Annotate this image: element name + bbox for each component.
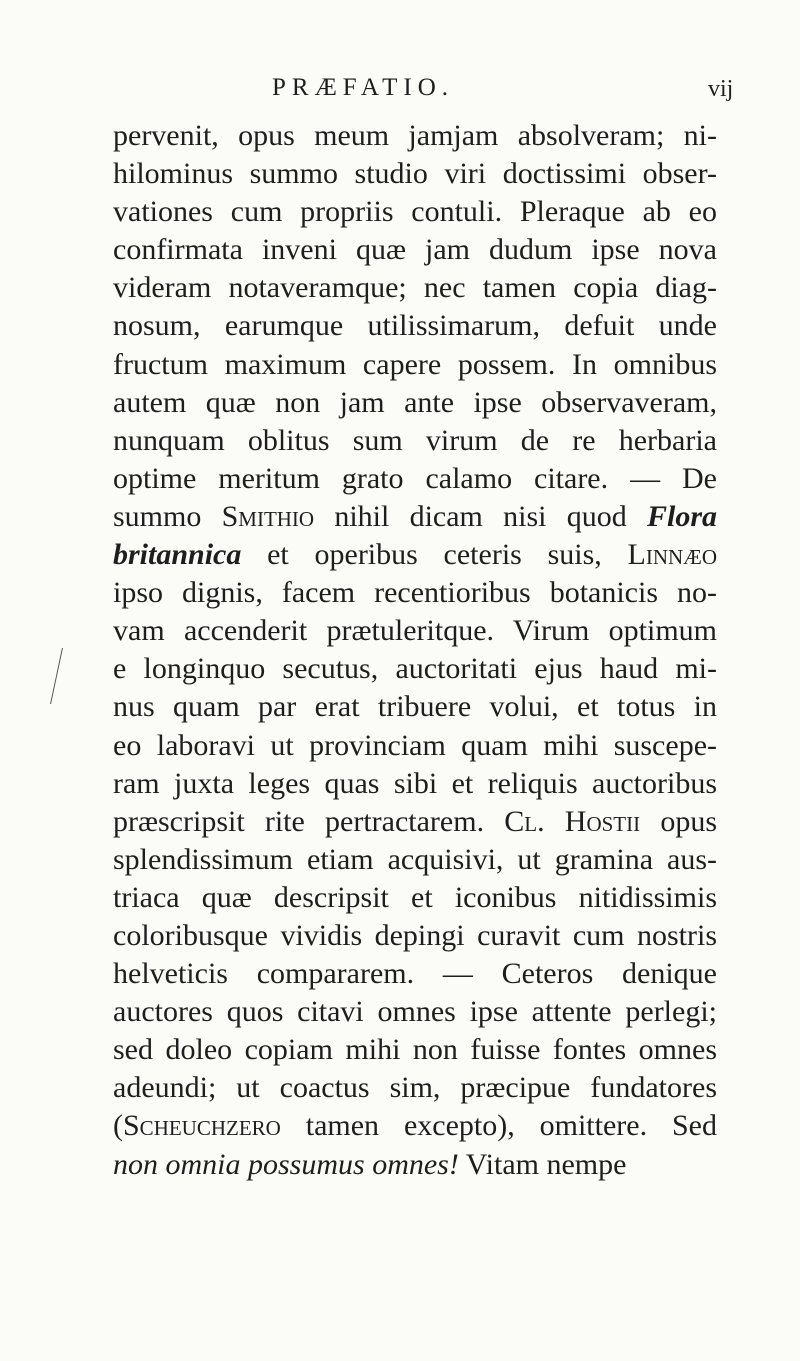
running-head: PRÆFATIO. bbox=[272, 74, 455, 101]
work-title-britannica: britannica bbox=[113, 538, 242, 572]
text-line: nosum, earumque utilissimarum, defuit unde bbox=[113, 309, 717, 343]
page-number: vij bbox=[708, 76, 734, 102]
text-line: pervenit, opus meum jamjam absolveram; ni- bbox=[113, 119, 717, 152]
text-line: triaca quæ descripsit et iconibus nitidissimis bbox=[113, 880, 717, 914]
text-line: confirmata inveni quæ jam dudum ipse nova bbox=[113, 233, 717, 267]
author-name-scheuchzero: Scheuchzero bbox=[123, 1109, 281, 1143]
body-text bbox=[113, 117, 717, 1184]
text-line: adeundi; ut coactus sim, præcipue fundatores bbox=[113, 1071, 717, 1105]
latin-quote: non omnia possumus omnes! bbox=[113, 1147, 459, 1181]
text-line: ipso dignis, facem recentioribus botanicis no- bbox=[113, 576, 717, 610]
margin-pencil-mark bbox=[50, 648, 69, 704]
text-line: optime meritum grato calamo citare. — De bbox=[113, 461, 717, 495]
text-line: coloribusque vividis depingi curavit cum nostris bbox=[113, 918, 717, 952]
text-run: nihil dicam nisi quod bbox=[314, 499, 647, 533]
text-line: auctores quos citavi omnes ipse attente perlegi; bbox=[113, 995, 717, 1029]
text-run: ( bbox=[113, 1109, 123, 1143]
text-line: eo laboravi ut provinciam quam mihi suscepe- bbox=[113, 728, 717, 762]
author-name-smithio: Smithio bbox=[221, 499, 315, 533]
text-line: splendissimum etiam acquisivi, ut gramina aus- bbox=[113, 842, 717, 876]
author-name-linnaeo: Linnæo bbox=[627, 538, 717, 572]
text-line: e longinquo secutus, auctoritati ejus haud mi- bbox=[113, 652, 717, 686]
text-line: hilominus summo studio viri doctissimi obser- bbox=[113, 157, 717, 191]
author-name-hostii: Cl. Hostii bbox=[504, 804, 641, 838]
text-line: videram notaveramque; nec tamen copia diag- bbox=[113, 271, 717, 305]
text-run: præscripsit rite pertractarem. bbox=[113, 804, 505, 838]
text-run: opus bbox=[640, 804, 717, 838]
text-line bbox=[113, 498, 717, 536]
text-line bbox=[113, 536, 717, 574]
text-run: et operibus ceteris suis, bbox=[241, 538, 628, 572]
text-line: vam accenderit prætuleritque. Virum optimum bbox=[113, 614, 717, 648]
text-line: helveticis compararem. — Ceteros denique bbox=[113, 957, 717, 991]
text-run: tamen excepto), omittere. Sed bbox=[280, 1109, 717, 1143]
text-line: nus quam par erat tribuere volui, et totus in bbox=[113, 690, 717, 724]
text-run: summo bbox=[113, 499, 222, 533]
text-line bbox=[113, 1146, 717, 1184]
text-line: ram juxta leges quas sibi et reliquis auctoribus bbox=[113, 766, 717, 800]
text-line: vationes cum propriis contuli. Pleraque ab eo bbox=[113, 195, 717, 229]
text-line: nunquam oblitus sum virum de re herbaria bbox=[113, 423, 717, 457]
text-line: autem quæ non jam ante ipse observaveram, bbox=[113, 385, 717, 419]
work-title-flora: Flora bbox=[646, 499, 717, 533]
text-line bbox=[113, 1107, 717, 1145]
text-line bbox=[113, 803, 717, 841]
text-line: fructum maximum capere possem. In omnibus bbox=[113, 347, 717, 381]
text-line: sed doleo copiam mihi non fuisse fontes omnes bbox=[113, 1033, 717, 1067]
text-run: Vitam nempe bbox=[458, 1147, 627, 1181]
